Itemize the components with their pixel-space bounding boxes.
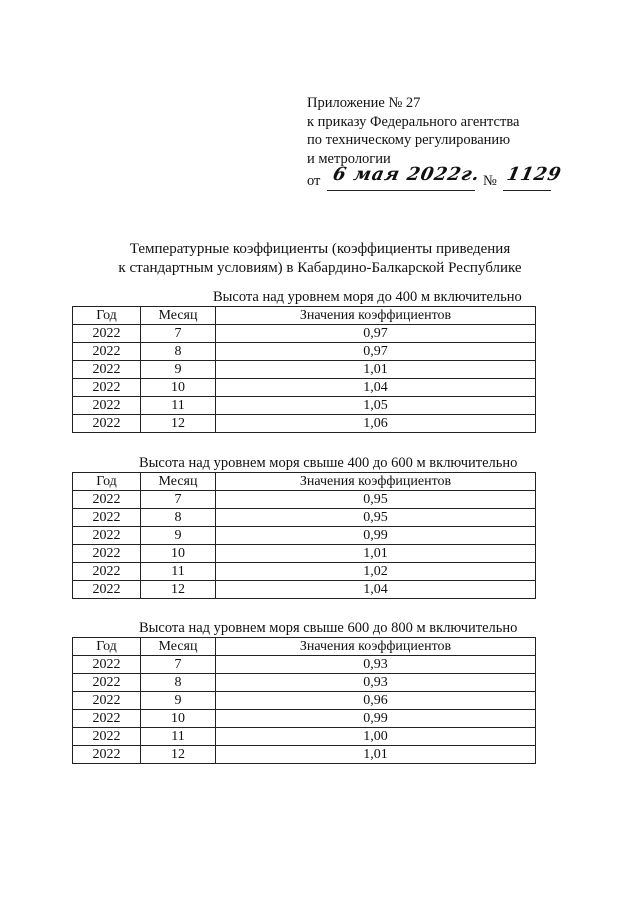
cell-month: 9: [141, 527, 216, 545]
cell-month: 11: [141, 563, 216, 581]
table-row: [73, 491, 536, 509]
column-header-year: Год: [73, 638, 141, 656]
cell-month: 10: [141, 379, 216, 397]
cell-value: 1,05: [216, 397, 536, 415]
table-row: [73, 563, 536, 581]
table-row: [73, 674, 536, 692]
cell-value: 0,93: [216, 656, 536, 674]
column-header-value: Значения коэффициентов: [216, 307, 536, 325]
title-line-1: Температурные коэффициенты (коэффициенты приведения: [129, 241, 511, 257]
handwritten-number: 1129: [504, 164, 564, 185]
from-label: от: [307, 173, 321, 189]
cell-value: 1,04: [216, 379, 536, 397]
order-date-line: [307, 164, 607, 190]
cell-year: 2022: [73, 527, 141, 545]
appendix-header: [307, 94, 607, 190]
cell-value: 1,01: [216, 361, 536, 379]
cell-year: 2022: [73, 361, 141, 379]
cell-year: 2022: [73, 674, 141, 692]
cell-year: 2022: [73, 710, 141, 728]
title-line-2: к стандартным условиям) в Кабардино-Балкарской Республике: [118, 260, 522, 276]
cell-value: 0,93: [216, 674, 536, 692]
cell-year: 2022: [73, 728, 141, 746]
table-header-row: [73, 307, 536, 325]
cell-year: 2022: [73, 545, 141, 563]
table-header-row: [73, 473, 536, 491]
cell-year: 2022: [73, 509, 141, 527]
table-row: [73, 325, 536, 343]
table-row: [73, 343, 536, 361]
table-row: [73, 415, 536, 433]
column-header-year: Год: [73, 307, 141, 325]
cell-month: 12: [141, 581, 216, 599]
table-row: [73, 581, 536, 599]
table-header-row: [73, 638, 536, 656]
cell-value: 1,04: [216, 581, 536, 599]
column-header-value: Значения коэффициентов: [216, 638, 536, 656]
cell-month: 11: [141, 728, 216, 746]
table-caption-up-to-400: Высота над уровнем моря до 400 м включительно: [213, 289, 522, 305]
document-title: [0, 240, 640, 278]
cell-value: 1,00: [216, 728, 536, 746]
number-underline: [503, 190, 551, 191]
cell-value: 1,01: [216, 746, 536, 764]
table-row: [73, 509, 536, 527]
cell-year: 2022: [73, 746, 141, 764]
cell-value: 0,96: [216, 692, 536, 710]
table-caption-400-600: Высота над уровнем моря свыше 400 до 600 м включительно: [139, 455, 518, 471]
coefficients-table-up-to-400: [72, 306, 536, 433]
table-row: [73, 361, 536, 379]
cell-month: 7: [141, 656, 216, 674]
cell-year: 2022: [73, 325, 141, 343]
appendix-order-line: к приказу Федерального агентства: [307, 113, 520, 130]
cell-value: 0,97: [216, 325, 536, 343]
cell-month: 10: [141, 710, 216, 728]
table-row: [73, 710, 536, 728]
column-header-month: Месяц: [141, 638, 216, 656]
number-label: №: [483, 173, 497, 189]
table-row: [73, 545, 536, 563]
table-row: [73, 397, 536, 415]
cell-year: 2022: [73, 379, 141, 397]
table-row: [73, 656, 536, 674]
appendix-agency-line: по техническому регулированию: [307, 132, 511, 148]
cell-month: 7: [141, 491, 216, 509]
cell-value: 0,99: [216, 527, 536, 545]
column-header-year: Год: [73, 473, 141, 491]
cell-value: 1,02: [216, 563, 536, 581]
table-caption-600-800: Высота над уровнем моря свыше 600 до 800 м включительно: [139, 620, 518, 636]
cell-value: 1,01: [216, 545, 536, 563]
cell-month: 7: [141, 325, 216, 343]
cell-year: 2022: [73, 692, 141, 710]
cell-year: 2022: [73, 563, 141, 581]
coefficients-table-600-800: [72, 637, 536, 764]
cell-value: 0,95: [216, 491, 536, 509]
cell-month: 12: [141, 415, 216, 433]
cell-month: 10: [141, 545, 216, 563]
table-row: [73, 527, 536, 545]
appendix-number: Приложение № 27: [307, 95, 421, 111]
column-header-month: Месяц: [141, 473, 216, 491]
cell-month: 8: [141, 674, 216, 692]
column-header-month: Месяц: [141, 307, 216, 325]
cell-month: 9: [141, 361, 216, 379]
cell-year: 2022: [73, 343, 141, 361]
cell-value: 1,06: [216, 415, 536, 433]
cell-value: 0,97: [216, 343, 536, 361]
cell-month: 8: [141, 509, 216, 527]
cell-month: 8: [141, 343, 216, 361]
cell-month: 11: [141, 397, 216, 415]
cell-year: 2022: [73, 415, 141, 433]
cell-month: 12: [141, 746, 216, 764]
table-row: [73, 728, 536, 746]
cell-year: 2022: [73, 397, 141, 415]
cell-year: 2022: [73, 581, 141, 599]
cell-year: 2022: [73, 656, 141, 674]
coefficients-table-400-600: [72, 472, 536, 599]
table-row: [73, 692, 536, 710]
date-underline: [327, 190, 475, 191]
cell-year: 2022: [73, 491, 141, 509]
appendix-metrology-line: и метрологии: [307, 150, 391, 167]
cell-value: 0,99: [216, 710, 536, 728]
cell-value: 0,95: [216, 509, 536, 527]
cell-month: 9: [141, 692, 216, 710]
handwritten-date: 6 мая 2022г.: [330, 164, 483, 185]
column-header-value: Значения коэффициентов: [216, 473, 536, 491]
table-row: [73, 746, 536, 764]
table-row: [73, 379, 536, 397]
